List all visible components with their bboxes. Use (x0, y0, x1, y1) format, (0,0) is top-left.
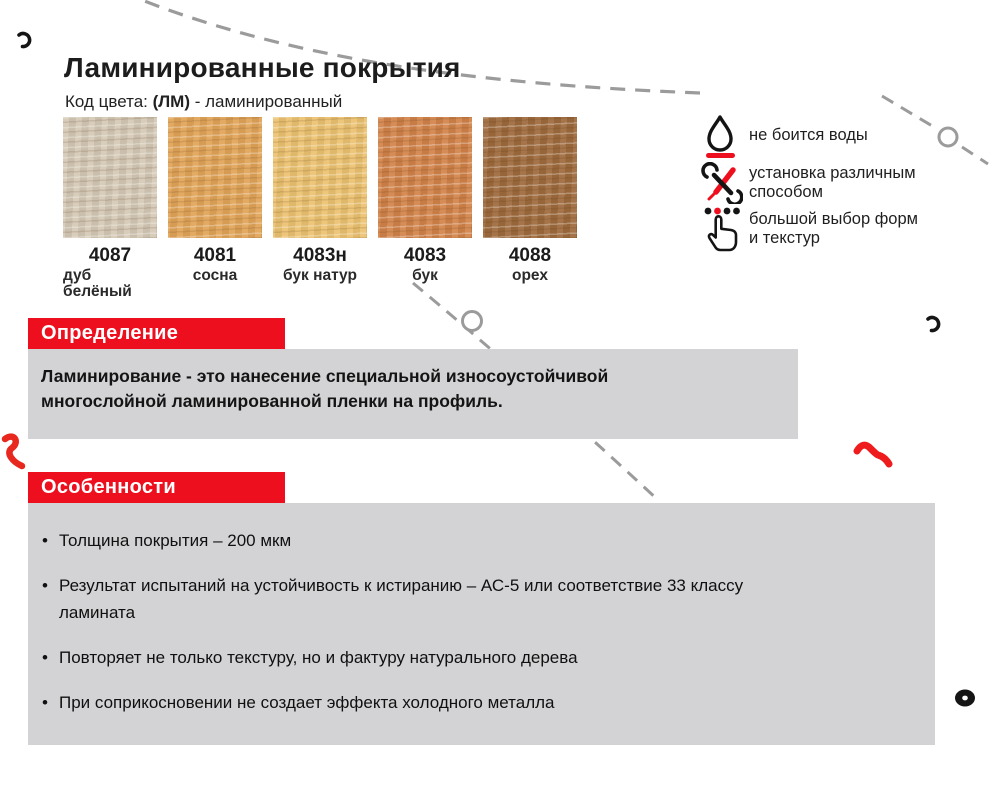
swatch-code: 4087 (88, 245, 132, 266)
benefit-label: не боится воды (749, 126, 868, 145)
swatch-code: 4088 (508, 245, 552, 266)
feature-bullet-item: • Толщина покрытия – 200 мкм (42, 528, 909, 554)
red-squiggle-right (857, 445, 889, 464)
page-title: Ламинированные покрытия (64, 52, 461, 83)
feature-bullet-item: • Результат испытаний на устойчивость к истиранию – АС-5 или соответствие 33 классу ламината (42, 573, 801, 626)
circle-marker-middle (463, 312, 482, 331)
red-squiggle-left (5, 437, 22, 466)
definition-text: Ламинирование - это нанесение специальной износоустойчивой многослойной ламинированной пленки на профиль. (41, 366, 609, 412)
subtitle-suffix: - ламинированный (190, 92, 343, 111)
swatch-code: 4081 (193, 245, 237, 266)
dashed-line-right (882, 96, 934, 127)
donut-hole (962, 696, 968, 701)
crescent-mark-right (928, 318, 939, 331)
dashed-line-right-tail (962, 147, 988, 164)
swatch-code: 4083н (293, 245, 347, 266)
definition-heading: Определение (41, 322, 179, 344)
dashed-line-middle (413, 283, 658, 500)
swatch-name: орех (512, 266, 548, 284)
swatch-name: бук натур (283, 266, 357, 284)
subtitle-code: (ЛМ) (152, 92, 191, 111)
swatch-name: дуб белёный (63, 266, 132, 301)
feature-bullet-item: • Повторяет не только текстуру, но и фактуру натурального дерева (42, 645, 909, 671)
swatch-name: бук (412, 266, 438, 284)
swatch-code: 4083 (403, 245, 447, 266)
crescent-mark-top-left (19, 34, 30, 47)
dashed-curve-top (122, 0, 700, 93)
feature-bullet-item: • При соприкосновении не создает эффекта холодного металла (42, 690, 909, 716)
subtitle-prefix: Код цвета: (65, 92, 153, 111)
benefit-label: установка различным способом (749, 163, 916, 201)
benefit-label: большой выбор форм и текстур (749, 209, 918, 247)
circle-marker-right (939, 128, 957, 146)
swatch-name: сосна (192, 266, 238, 284)
features-heading: Особенности (41, 476, 176, 498)
